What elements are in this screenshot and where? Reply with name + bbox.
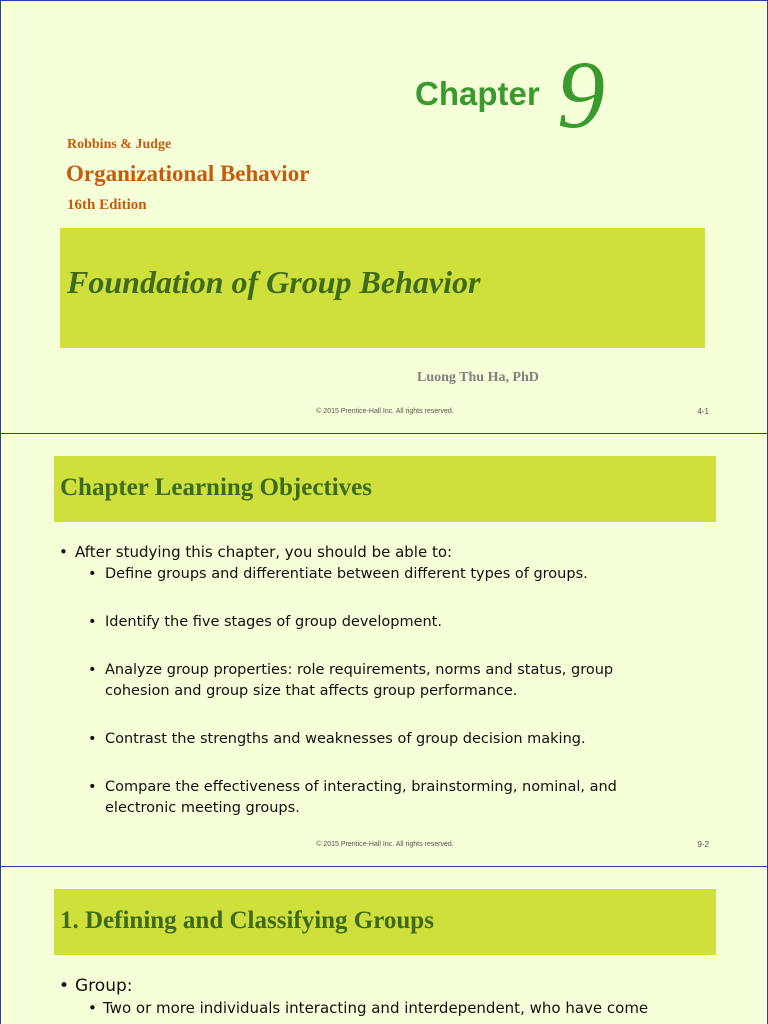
chapter-label: Chapter	[415, 75, 540, 112]
book-title: Organizational Behavior	[66, 161, 310, 186]
objectives-list	[57, 542, 677, 819]
copyright: © 2015 Prentice-Hall Inc. All rights reserved.	[316, 841, 454, 848]
page-number: 4-1	[697, 407, 709, 416]
copyright: © 2015 Prentice-Hall Inc. All rights reserved.	[316, 408, 454, 415]
title-band	[60, 228, 705, 348]
list-item: • Group:	[57, 975, 737, 997]
list-item: • Contrast the strengths and weaknesses of group decision making.	[57, 729, 677, 750]
slide-heading: Chapter Learning Objectives	[60, 474, 373, 501]
chapter-number: 9	[557, 41, 605, 148]
objectives-slide	[0, 433, 768, 867]
edition: 16th Edition	[67, 197, 147, 213]
chapter-title: Foundation of Group Behavior	[67, 264, 481, 300]
page-number: 9-2	[697, 840, 709, 849]
heading-band	[54, 456, 716, 522]
list-item: • After studying this chapter, you should be able to:	[57, 542, 677, 562]
presenter: Luong Thu Ha, PhD	[417, 370, 539, 385]
groups-slide	[0, 866, 768, 1024]
title-slide	[0, 0, 768, 434]
authors: Robbins & Judge	[67, 137, 172, 152]
heading-band	[54, 889, 716, 955]
list-item: • Define groups and differentiate between different types of groups.	[57, 564, 677, 585]
list-item: • Compare the effectiveness of interacting, brainstorming, nominal, and electronic meeting groups.	[57, 777, 645, 819]
list-item: • Analyze group properties: role requirements, norms and status, group cohesion and group size that affects group performance.	[57, 660, 625, 702]
groups-list	[57, 975, 737, 1019]
slide-heading: 1. Defining and Classifying Groups	[60, 907, 434, 934]
list-item: • Two or more individuals interacting and interdependent, who have come	[57, 997, 737, 1019]
list-item: • Identify the five stages of group development.	[57, 612, 677, 633]
